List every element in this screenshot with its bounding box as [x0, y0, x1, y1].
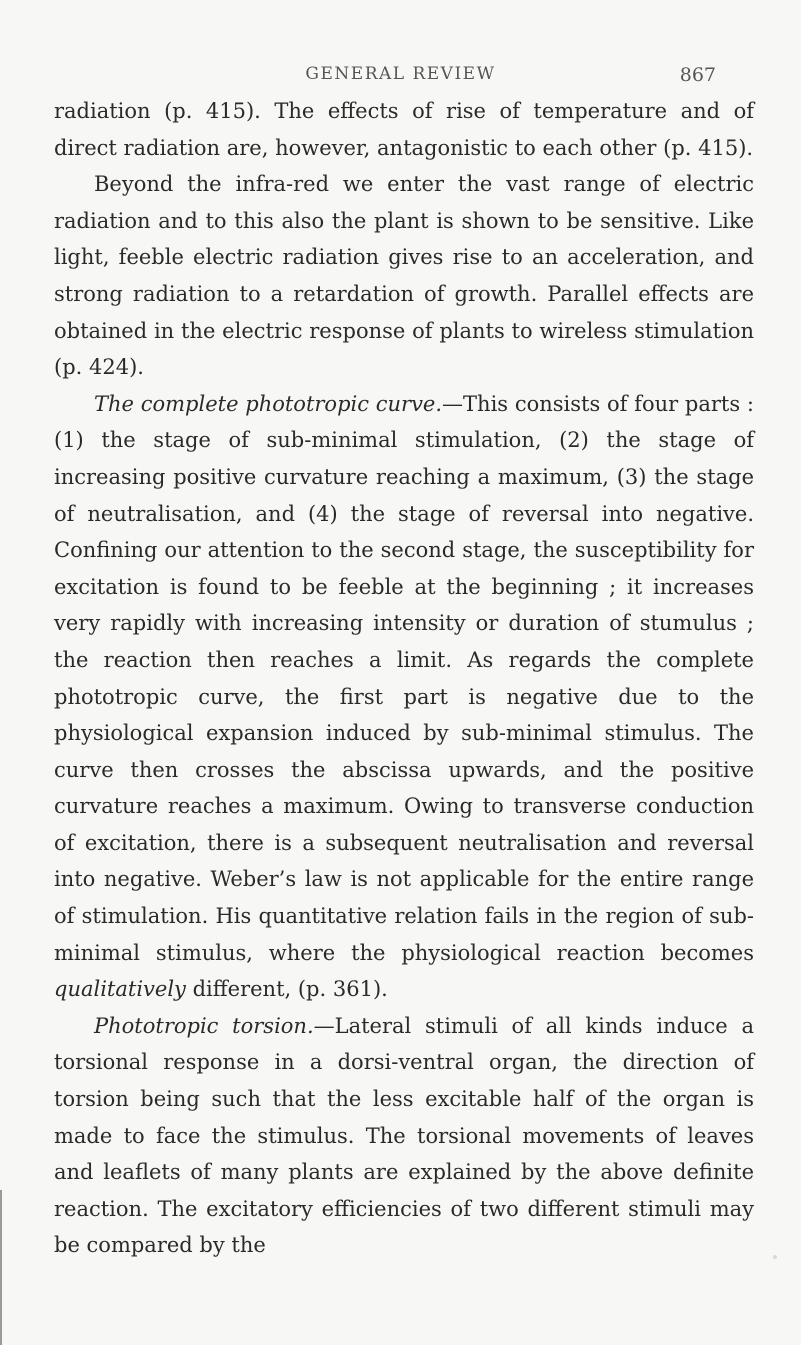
section-heading-phototropic-curve: The complete phototropic curve.	[94, 391, 443, 416]
paragraph-electric-radiation	[54, 166, 754, 386]
paragraph-text: —Lateral stimuli of all kinds induce a torsional response in a dorsi-ventral organ, the direction of torsion being such that the less excitable half of the organ is made to face the stimulus. The torsional movements of leaves and leaflets of many plants are explained by the above definite reaction. The excitatory efficiencies of two different stimuli may be compared by the	[54, 1013, 754, 1258]
paragraph-text: Beyond the infra-red we enter the vast range of electric radiation and to this also the plant is shown to be sensitive. Like light, feeble electric radiation gives rise to an acceleration, and strong radiation to a retardation of growth. Parallel effects are obtained in the electric response of plants to wireless stimulation (p. 424).	[54, 172, 754, 380]
running-title: GENERAL REVIEW	[305, 64, 496, 84]
paragraph-text: —This consists of four parts : (1) the stage of sub-minimal stimulation, (2) the stage of increasing positive curvature reaching a maximum, (3) the stage of neutralisation, and (4) the stage of reversal into negative. Confining our attention to the second stage, the susceptibility for excitation is found to be feeble at the beginning ; it increases very rapidly with increasing intensity or duration of stumulus ; the reaction then reaches a limit. As regards the complete phototropic curve, the first part is negative due to the physiological expansion induced by sub-minimal stimulus. The curve then crosses the abscissa upwards, and the positive curvature reaches a maximum. Owing to transverse conduction of excitation, there is a subsequent neutralisation and reversal into negative. Weber’s law is not applicable for the entire range of stimulation. His quantitative relation fails in the region of sub-minimal stimulus, where the physiological reaction becomes	[54, 391, 754, 965]
emphasis-qualitatively: qualitatively	[54, 977, 186, 1002]
paragraph-phototropic-curve	[54, 386, 754, 1008]
running-head	[0, 64, 801, 88]
paragraph-text: radiation (p. 415). The effects of rise of temperature and of direct radiation are, however, antagonistic to each other (p. 415).	[54, 99, 754, 160]
section-heading-phototropic-torsion: Phototropic torsion.	[94, 1013, 314, 1038]
paragraph-text: different, (p. 361).	[185, 977, 388, 1002]
paragraph-phototropic-torsion	[54, 1008, 754, 1264]
page-number: 867	[679, 64, 716, 86]
paragraph-continuation	[54, 93, 754, 166]
paper-speck	[773, 1255, 777, 1259]
body-text	[54, 93, 754, 1264]
binding-edge-line	[0, 1190, 2, 1345]
